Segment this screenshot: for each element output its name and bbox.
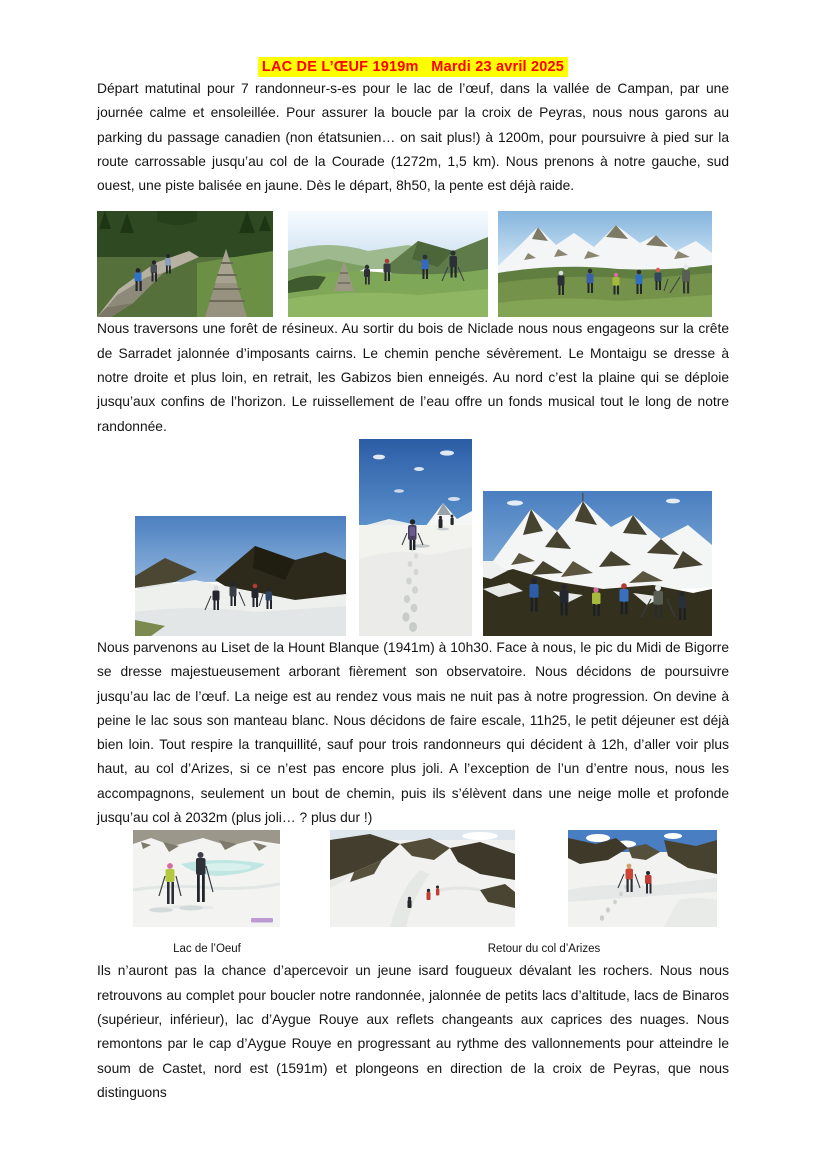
photo-snowy-massif-group-image [483,491,712,636]
photo-snow-track-footprints-image [359,439,472,636]
photo-snow-bowl-descent [330,830,515,927]
photo-ridge-cairn-valley-image [288,211,488,317]
photo-row-3 [97,830,729,927]
paragraph-1: Départ matutinal pour 7 randonneur-s-es pour le lac de l’œuf, dans la vallée de Campan, par une journée calme et ensoleillée. Pour assurer la boucle par la croix de Peyras, nous nous garons au parking du passage canadien (non étatsunien… on sait plus!) à 1200m, pour poursuivre à pied sur la route carrossable jusqu’au col de la Courade (1272m, 1,5 km). Nous prenons à notre gauche, sud ouest, une piste balisée en jaune. Dès le départ, 8h50, la pente est déjà raide. [97,81,729,194]
paragraph-3: Nous parvenons au Liset de la Hount Blanque (1941m) à 10h30. Face à nous, le pic du Midi de Bigorre se dresse majestueusement arborant fièrement son observatoire. Nous décidons de poursuivre jusqu’au lac de l’œuf. La neige est au rendez vous mais ne nuit pas à notre progression. On devine à peine le lac sous son manteau blanc. Nous décidons de faire escale, 11h25, le petit déjeuner est déjà bien loin. Tout respire la tranquillité, sauf pour trois randonneurs qui décident à 12h, d’aller voir plus haut, au col d’Arizes, si ce n’est pas encore plus joli. A l’exception de l’un d’entre nous, nous les accompagnons, seulement un bout de chemin, puis ils s’élèvent dans une neige molle et profonde jusqu’au col à 2032m (plus joli… ? plus dur !) [97,639,729,826]
photo-captions-row [97,943,729,959]
paragraph-4: Ils n’auront pas la chance d’apercevoir un jeune isard fougueux dévalant les rochers. Nous nous retrouvons au complet pour boucler notre randonnée, jalonnée de petits lacs d’altitude, lacs de Binaros (supérieur, inférieur), lac d’Aygue Rouye aux reflets changeants aux caprices des nuages. Nous remontons par le cap d’Aygue Rouye en progressant au rythme des vallonnements pour atteindre le soum de Castet, nord est (1591m) et plongeons en direction de la croix de Peyras, que nous distinguons [97,963,729,1100]
caption-retour-col-arizes: Retour du col d’Arizes [487,943,601,956]
photo-snow-bowl-descent-image [330,830,515,927]
photo-row-1 [97,211,729,317]
paragraph-2: Nous traversons une forêt de résineux. Au sortir du bois de Niclade nous nous engageons sur la crête de Sarradet jalonnée d’imposants cairns. Le chemin penche sévèrement. Le Montaigu se dresse à notre droite et plus loin, en retrait, les Gabizos bien enneigés. Au nord c’est la plaine qui se déploie jusqu’aux confins de l’horizon. Le ruissellement de l’eau offre un fonds musical tout le long de notre randonnée. [97,321,729,434]
photo-snow-track-footprints [359,439,472,636]
caption-lac-de-loeuf: Lac de l’Oeuf [173,943,241,956]
photo-lac-de-loeuf [133,830,280,927]
photo-snowy-peaks-meadow-image [498,211,712,317]
title-row [97,0,729,77]
photo-snowfield-dark-hills-image [135,516,346,636]
photo-trail-cairn-forest-image [97,211,273,317]
photo-retour-col-arizes [568,830,717,927]
photo-snowy-massif-group [483,491,712,636]
photo-ridge-cairn-valley [288,211,488,317]
photo-snowfield-dark-hills [135,516,346,636]
photo-retour-col-arizes-image [568,830,717,927]
page-title: LAC DE L’ŒUF 1919m Mardi 23 avril 2025 [258,57,568,77]
photo-snowy-peaks-meadow [498,211,712,317]
photo-trail-cairn-forest [97,211,273,317]
photo-lac-de-loeuf-image [133,830,280,927]
photo-row-2 [97,439,729,636]
